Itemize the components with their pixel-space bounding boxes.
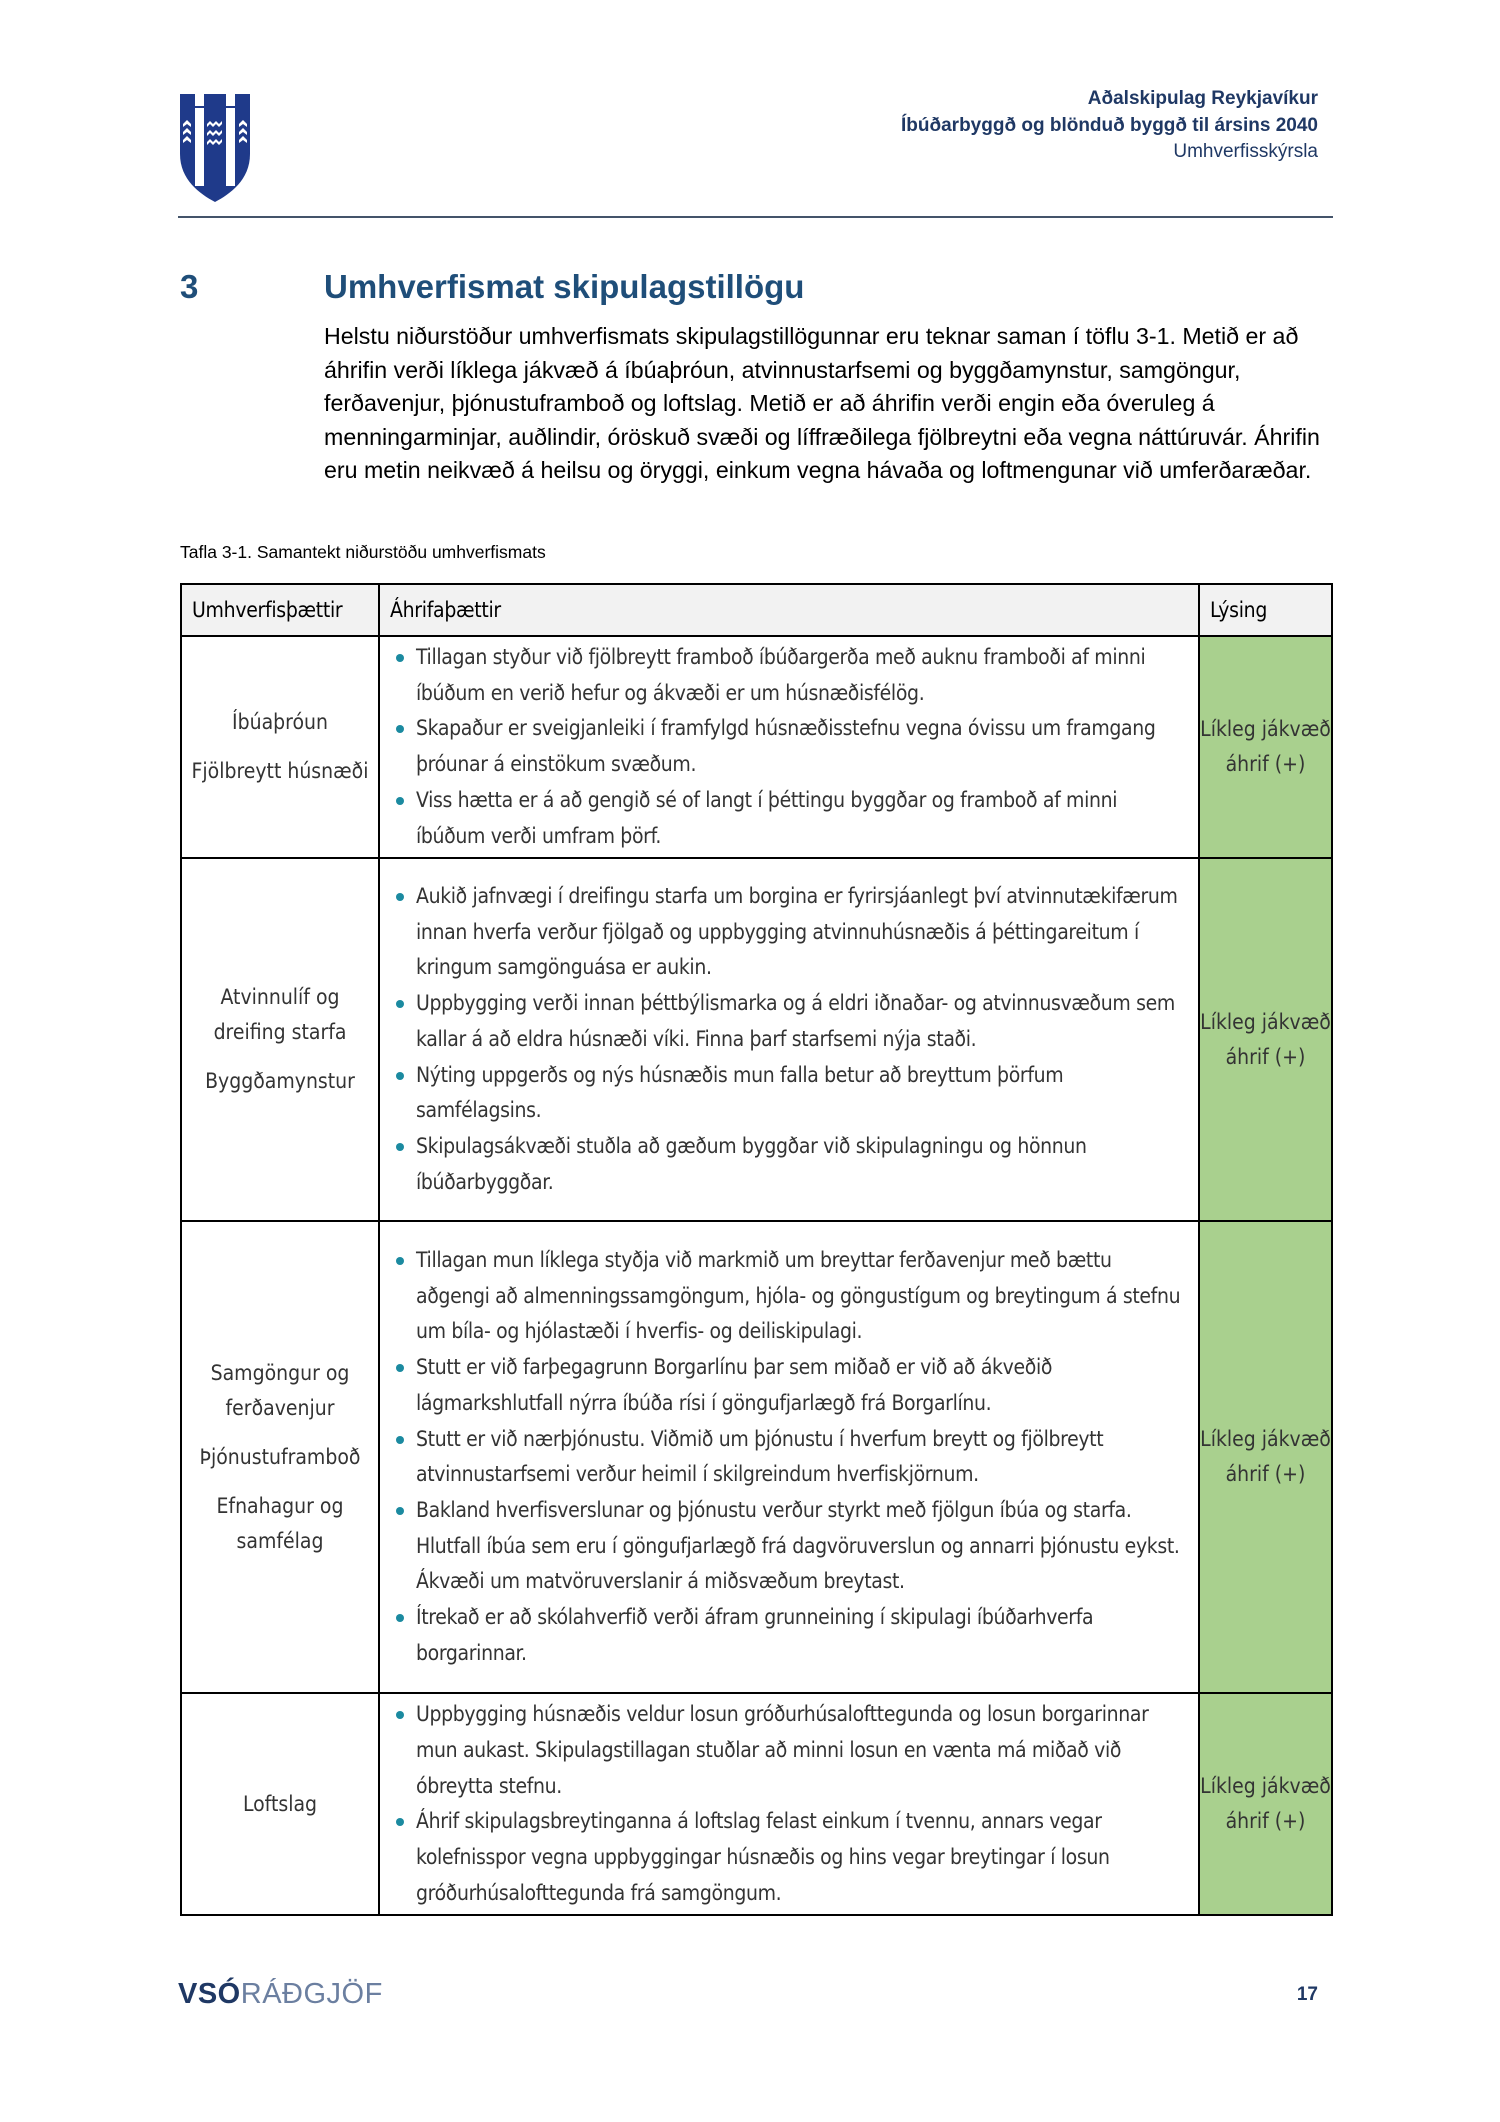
impact-cell: [379, 1693, 1199, 1915]
factor-cell: [181, 858, 379, 1221]
list-item: [394, 1422, 1190, 1493]
section-paragraph: Helstu niðurstöður umhverfismats skipulagstillögunnar eru teknar saman í töflu 3-1. Metið er að áhrifin verði líklega jákvæð á íbúaþróun, atvinnustarfsemi og byggðamynstur, samgöngur, ferðavenjur, þjónustuframboð og loftslag. Metið er að áhrifin verði engin eða óveruleg á menningarminjar, auðlindir, óröskuð svæði og líffræðilega fjölbreytni eða vegna náttúruvár. Áhrifin eru metin neikvæð á heilsu og öryggi, einkum vegna hávaða og loftmengunar við umferðaræðar.: [324, 323, 1320, 484]
header-impact-factors: Áhrifaþættir: [379, 584, 1199, 636]
bullet-text: Aukið jafnvægi í dreifingu starfa um borgina er fyrirsjáanlegt því atvinnutækifærum innan hverfa verður fjölgað og uppbygging atvinnuhúsnæðis á þéttingareitum í kringum samgönguása er aukin.: [416, 884, 1178, 980]
section-title: Umhverfismat skipulagstillögu: [324, 268, 805, 305]
list-item: [394, 1058, 1190, 1129]
bullet-icon: [396, 1614, 404, 1622]
logo-bold-text: VSÓ: [178, 1978, 241, 2010]
bullet-text: Áhrif skipulagsbreytinganna á loftslag felast einkum í tvennu, annars vegar kolefnisspor vegna uppbyggingar húsnæðis og hins vegar breytingar í losun gróðurhúsalofttegunda frá samgöngum.: [416, 1809, 1110, 1905]
factor-label: Loftslag: [242, 1791, 318, 1816]
bullet-icon: [396, 1143, 404, 1151]
bullet-icon: [396, 1507, 404, 1515]
table-header-row: [181, 584, 1332, 636]
bullet-icon: [396, 654, 404, 662]
header-report-type: Umhverfisskýrsla: [1173, 141, 1318, 162]
assessment-cell: Líkleg jákvæð áhrif (+): [1199, 858, 1332, 1221]
factor-label: Þjónustuframboð: [199, 1444, 361, 1469]
impact-cell: [379, 1221, 1199, 1693]
factor-label: Byggðamynstur: [205, 1069, 355, 1094]
header-plan-title: Aðalskipulag Reykjavíkur: [1087, 88, 1318, 109]
table-caption: Tafla 3-1. Samantekt niðurstöðu umhverfismats: [180, 542, 546, 562]
vso-radgjof-logo: [178, 1978, 383, 2011]
factor-label: Atvinnulíf og dreifing starfa: [213, 985, 347, 1045]
bullet-text: Tillagan mun líklega styðja við markmið um breyttar ferðavenjur með bættu aðgengi að almenningssamgöngum, hjóla- og göngustígum og breytingum á stefnu um bíla- og hjólastæði í hverfis- og deiliskipulagi.: [416, 1248, 1181, 1344]
factor-label: Samgöngur og ferðavenjur: [210, 1360, 350, 1420]
list-item: [394, 879, 1190, 986]
document-header: [901, 86, 1318, 166]
list-item: [394, 1600, 1190, 1671]
assessment-cell: Líkleg jákvæð áhrif (+): [1199, 1221, 1332, 1693]
factor-cell: [181, 1221, 379, 1693]
assessment-cell: Líkleg jákvæð áhrif (+): [1199, 1693, 1332, 1915]
factor-cell: [181, 1693, 379, 1915]
list-item: [394, 640, 1190, 711]
bullet-text: Stutt er við nærþjónustu. Viðmið um þjónustu í hverfum breytt og fjölbreytt atvinnustarfsemi verður heimil í skilgreindum hverfiskjörnum.: [416, 1426, 1104, 1487]
header-description: Lýsing: [1199, 584, 1332, 636]
bullet-text: Skipulagsákvæði stuðla að gæðum byggðar við skipulagningu og hönnun íbúðarbyggðar.: [416, 1133, 1087, 1194]
bullet-icon: [396, 1257, 404, 1265]
bullet-icon: [396, 797, 404, 805]
bullet-text: Viss hætta er á að gengið sé of langt í þéttingu byggðar og framboð af minni íbúðum verði umfram þörf.: [416, 787, 1118, 848]
factor-label: Efnahagur og samfélag: [216, 1493, 344, 1553]
bullet-text: Uppbygging húsnæðis veldur losun gróðurhúsalofttegunda og losun borgarinnar mun aukast. Skipulagstillagan stuðlar að minni losun en vænta má miðað við óbreytta stefnu.: [416, 1702, 1149, 1798]
bullet-text: Bakland hverfisverslunar og þjónustu verður styrkt með fjölgun íbúa og starfa. Hlutfall íbúa sem eru í göngufjarlægð frá dagvöruverslun og annarri þjónustu eykst. Ákvæði um matvöruverslanir á miðsvæðum breytast.: [416, 1497, 1180, 1594]
list-item: [394, 1804, 1190, 1911]
factor-label: Íbúaþróun: [232, 710, 328, 735]
bullet-icon: [396, 1000, 404, 1008]
header-subtitle: Íbúðarbyggð og blönduð byggð til ársins 2040: [901, 114, 1318, 136]
logo-light-text: RÁÐGJÖF: [240, 1978, 383, 2010]
list-item: [394, 1243, 1190, 1350]
list-item: [394, 711, 1190, 782]
bullet-text: Uppbygging verði innan þéttbýlismarka og á eldri iðnaðar- og atvinnusvæðum sem kallar á að eldra húsnæði víki. Finna þarf starfsemi nýja staði.: [416, 991, 1175, 1051]
list-item: [394, 986, 1190, 1057]
list-item: [394, 1697, 1190, 1804]
bullet-text: Tillagan styður við fjölbreytt framboð íbúðargerða með auknu framboði af minni íbúðum en verið hefur og ákvæði er um húsnæðisfélög.: [416, 645, 1146, 705]
header-divider: [178, 216, 1333, 218]
bullet-icon: [396, 1072, 404, 1080]
list-item: [394, 783, 1190, 854]
bullet-icon: [396, 1711, 404, 1719]
bullet-icon: [396, 1436, 404, 1444]
list-item: [394, 1493, 1190, 1600]
table-row: [181, 1693, 1332, 1915]
bullet-icon: [396, 725, 404, 733]
list-item: [394, 1350, 1190, 1421]
assessment-table: [180, 583, 1333, 1916]
impact-cell: [379, 858, 1199, 1221]
bullet-icon: [396, 893, 404, 901]
impact-cell: [379, 636, 1199, 858]
bullet-icon: [396, 1818, 404, 1826]
table-row: [181, 636, 1332, 858]
bullet-icon: [396, 1364, 404, 1372]
bullet-text: Stutt er við farþegagrunn Borgarlínu þar sem miðað er við að ákveðið lágmarkshlutfall nýrra íbúða rísi í göngufjarlægð frá Borgarlínu.: [416, 1355, 1053, 1415]
bullet-text: Skapaður er sveigjanleiki í framfylgd húsnæðisstefnu vegna óvissu um framgang þróunar á einstökum svæðum.: [416, 716, 1156, 777]
header-environmental-factors: Umhverfisþættir: [181, 584, 379, 636]
page-number: 17: [1296, 1984, 1318, 2005]
table-row: [181, 1221, 1332, 1693]
reykjavik-crest-icon: [178, 92, 252, 204]
assessment-cell: Líkleg jákvæð áhrif (+): [1199, 636, 1332, 858]
bullet-text: Nýting uppgerðs og nýs húsnæðis mun falla betur að breyttum þörfum samfélagsins.: [416, 1062, 1064, 1123]
section-number: 3: [180, 268, 199, 305]
factor-cell: [181, 636, 379, 858]
list-item: [394, 1129, 1190, 1200]
table-row: [181, 858, 1332, 1221]
bullet-text: Ítrekað er að skólahverfið verði áfram grunneining í skipulagi íbúðarhverfa borgarinnar.: [416, 1605, 1094, 1665]
factor-label: Fjölbreytt húsnæði: [191, 759, 369, 784]
